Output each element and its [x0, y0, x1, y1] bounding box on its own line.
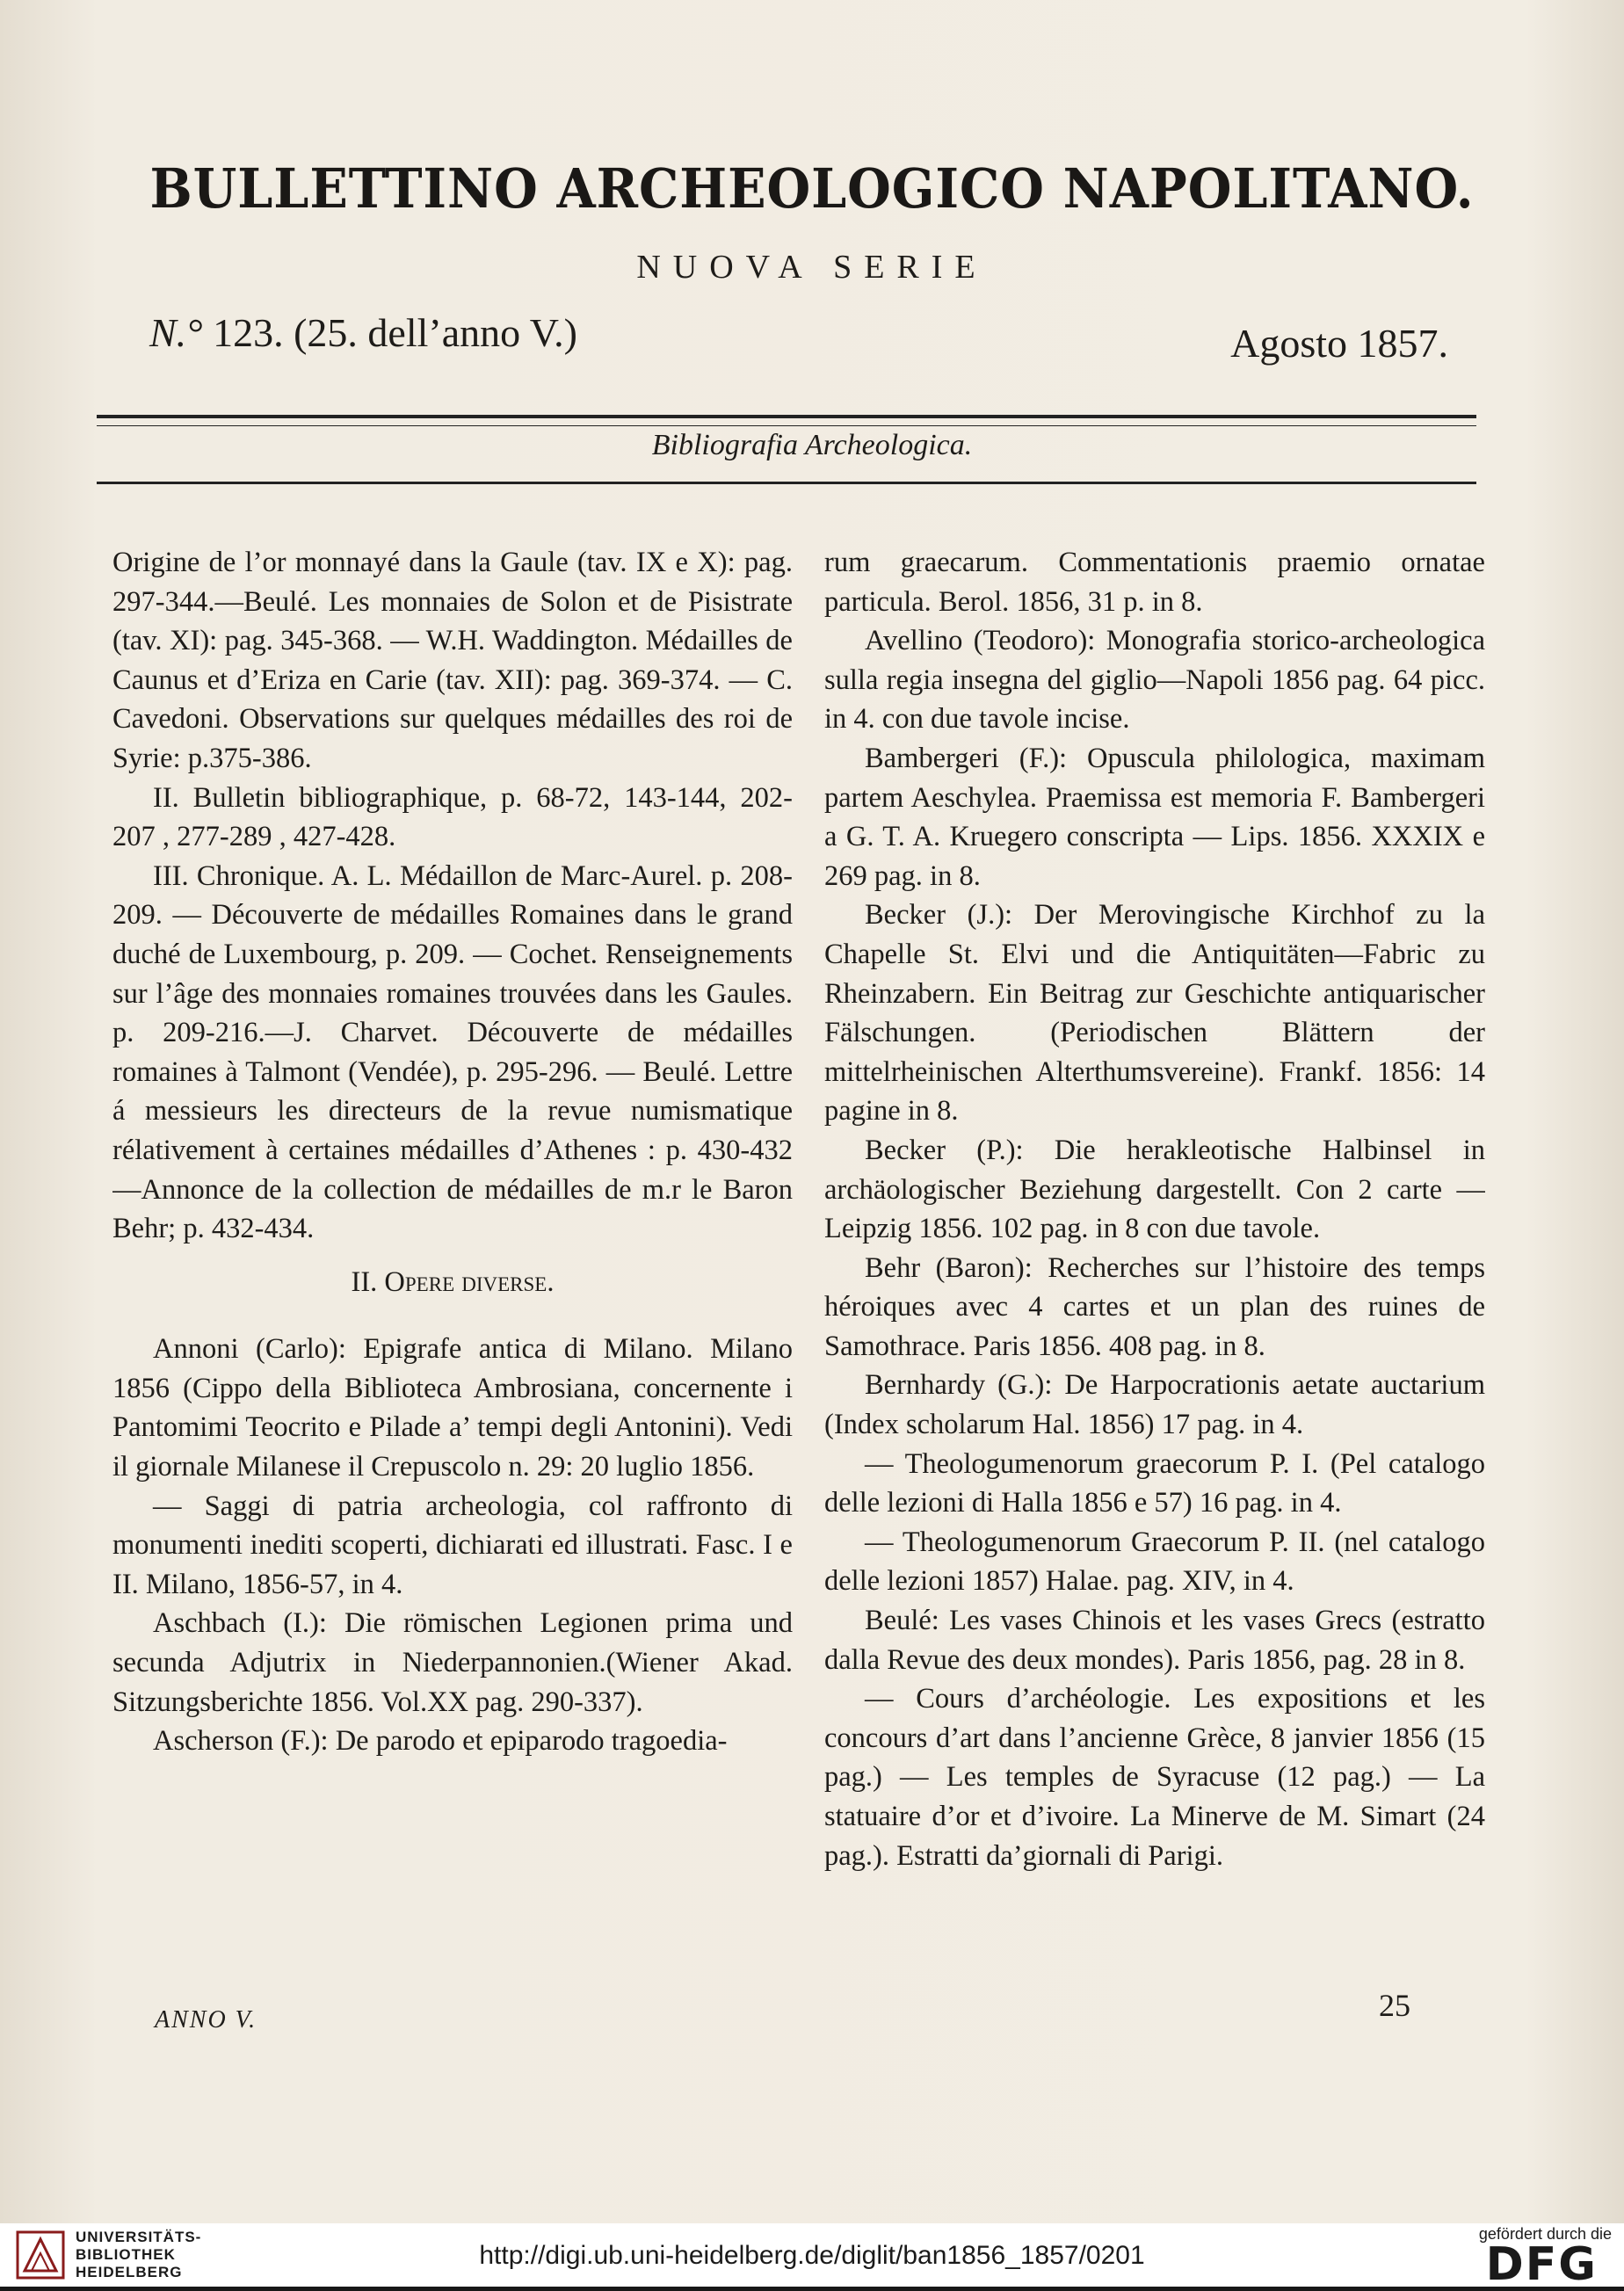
entry-text: Behr (Baron): Recherches sur l’histoire des temps héroiques avec 4 cartes et un plan des ruines de Samothrace. Paris 1856. 408 pag. in 8. — [824, 1251, 1485, 1362]
entry-text: — Saggi di patria archeologia, col raffronto di monumenti inediti scoperti, dichiarati ed illustrati. Fasc. I e II. Milano, 1856-57, in 4. — [112, 1490, 793, 1600]
entry-text: Aschbach (I.): Die römischen Legionen prima und secunda Adjutrix in Niederpannonien.(Wiener Akad. Sitzungsberichte 1856. Vol.XX pag. 290-337). — [112, 1607, 793, 1718]
entry-text: Origine de l’or monnayé dans la Gaule (tav. IX e X): pag. 297-344.—Beulé. Les monnaies de Solon et de Pisistrate (tav. XI): pag. 345-368. — W.H. Waddington. Médailles de Caunus et d’Eriza en Carie (tav. XII): pag. 369-374. — C. Cavedoni. Observations sur quelques médailles des roi de Syrie: p.375-386. — [112, 547, 793, 774]
issue-number: 123. — [213, 310, 284, 355]
signature-mark: ANNO V. — [155, 2006, 257, 2034]
page-number: 25 — [1379, 1988, 1410, 2023]
right-column — [824, 543, 1485, 2006]
rule-top-thin — [97, 425, 1476, 426]
funding-label: gefördert durch die — [1478, 2225, 1612, 2243]
entry-text: Avellino (Teodoro): Monografia storico-archeologica sulla regia insegna del giglio—Napoli 1856 pag. 64 picc. in 4. con due tavole incise. — [824, 625, 1485, 736]
journal-title: BULLETTINO ARCHEOLOGICO NAPOLITANO. — [149, 156, 1475, 221]
source-url-link[interactable]: http://digi.ub.uni-heidelberg.de/diglit/ban1856_1857/0201 — [479, 2241, 1145, 2270]
viewer-footer-bar — [0, 2223, 1624, 2291]
issue-date: Agosto 1857. — [1230, 321, 1448, 366]
rule-under-heading — [97, 482, 1476, 484]
left-column — [112, 543, 793, 2006]
entry-text: III. Chronique. A. L. Médaillon de Marc-Aurel. p. 208-209. — Découverte de médailles Romaines dans le grand duché de Luxembourg, p. 209. — Cochet. Renseignements sur l’âge des monnaies romaines trouvées dans les Gaules. p. 209-216.—J. Charvet. Découverte de médailles romaines à Talmont (Vendée), p. 295-296. — Beulé. Lettre á messieurs les directeurs de la revue numismatique rélativement à certaines médailles d’Athenes : p. 430-432—Annonce de la collection de médailles de m.r le Baron Behr; p. 432-434. — [112, 859, 793, 1245]
issue-line — [149, 309, 1448, 366]
spacer — [112, 1312, 793, 1330]
entry-text: Bernhardy (G.): De Harpocrationis aetate auctarium (Index scholarum Hal. 1856) 17 pag. in 4. — [824, 1369, 1485, 1441]
entry-text: Beulé: Les vases Chinois et les vases Grecs (estratto dalla Revue des deux mondes). Paris 1856, pag. 28 in 8. — [824, 1605, 1485, 1676]
entry-text: — Cours d’archéologie. Les expositions et les concours d’art dans l’ancienne Grèce, 8 janvier 1856 (15 pag.) — Les temples de Syracuse (12 pag.) — La statuaire d’or et d’ivoire. La Minerve de M. Simart (24 pag.). Estratti da’giornali di Parigi. — [824, 1683, 1485, 1872]
entry-text: — Theologumenorum graecorum P. I. (Pel catalogo delle lezioni di Halla 1856 e 57) 16 pag. in 4. — [824, 1447, 1485, 1519]
series-label: NUOVA SERIE — [636, 249, 988, 286]
entry-text: Becker (J.): Der Merovingische Kirchhof zu la Chapelle St. Elvi und die Antiquitäten—Fabric zu Rheinzabern. Ein Beitrag zur Geschichte antiquarischer Fälschungen. (Periodischen Blättern der mittelrheinischen Alterthumsvereine). Frankf. 1856: 14 pagine in 8. — [824, 899, 1485, 1127]
rule-top-thick — [97, 415, 1476, 418]
entry-text: — Theologumenorum Graecorum P. II. (nel catalogo delle lezioni 1857) Halae. pag. XIV, in 4. — [824, 1526, 1485, 1598]
issue-info — [149, 309, 577, 356]
entry-text: Annoni (Carlo): Epigrafe antica di Milano. Milano 1856 (Cippo della Biblioteca Ambrosiana, concernente i Pantomimi Teocrito e Pilade a’ tempi degli Antonini). Vedi il giornale Milanese il Crepuscolo n. 29: 20 luglio 1856. — [112, 1333, 793, 1483]
section-heading: Bibliografia Archeologica. — [651, 429, 973, 461]
entry-text: Becker (P.): Die herakleotische Halbinsel in archäologischer Beziehung dargestellt. Con 2 carte — Leipzig 1856. 102 pag. in 8 con due tavole. — [824, 1134, 1485, 1245]
entry-text: Ascherson (F.): De parodo et epiparodo tragoedia- — [153, 1725, 728, 1758]
page-footer — [112, 1988, 1485, 2041]
institution-line: UNIVERSITÄTS- — [76, 2229, 202, 2245]
subsection-heading: II. Opere diverse. — [351, 1265, 555, 1298]
institution-line: BIBLIOTHEK — [76, 2246, 176, 2263]
institution-line: HEIDELBERG — [76, 2264, 183, 2280]
issue-label: N.° — [149, 310, 203, 355]
issue-year: (25. dell’anno V.) — [294, 310, 577, 355]
entry-text: rum graecarum. Commentationis praemio ornatae particula. Berol. 1856, 31 p. in 8. — [824, 547, 1485, 618]
dfg-logo: DFG — [1485, 2238, 1598, 2291]
entry-text: Bambergeri (F.): Opuscula philologica, maximam partem Aeschylea. Praemissa est memoria F. Bambergeri a G. T. A. Kruegero conscripta — Lips. 1856. XXXIX e 269 pag. in 8. — [824, 742, 1485, 892]
entry-text: II. Bulletin bibliographique, p. 68-72, 143-144, 202-207 , 277-289 , 427-428. — [112, 781, 793, 853]
